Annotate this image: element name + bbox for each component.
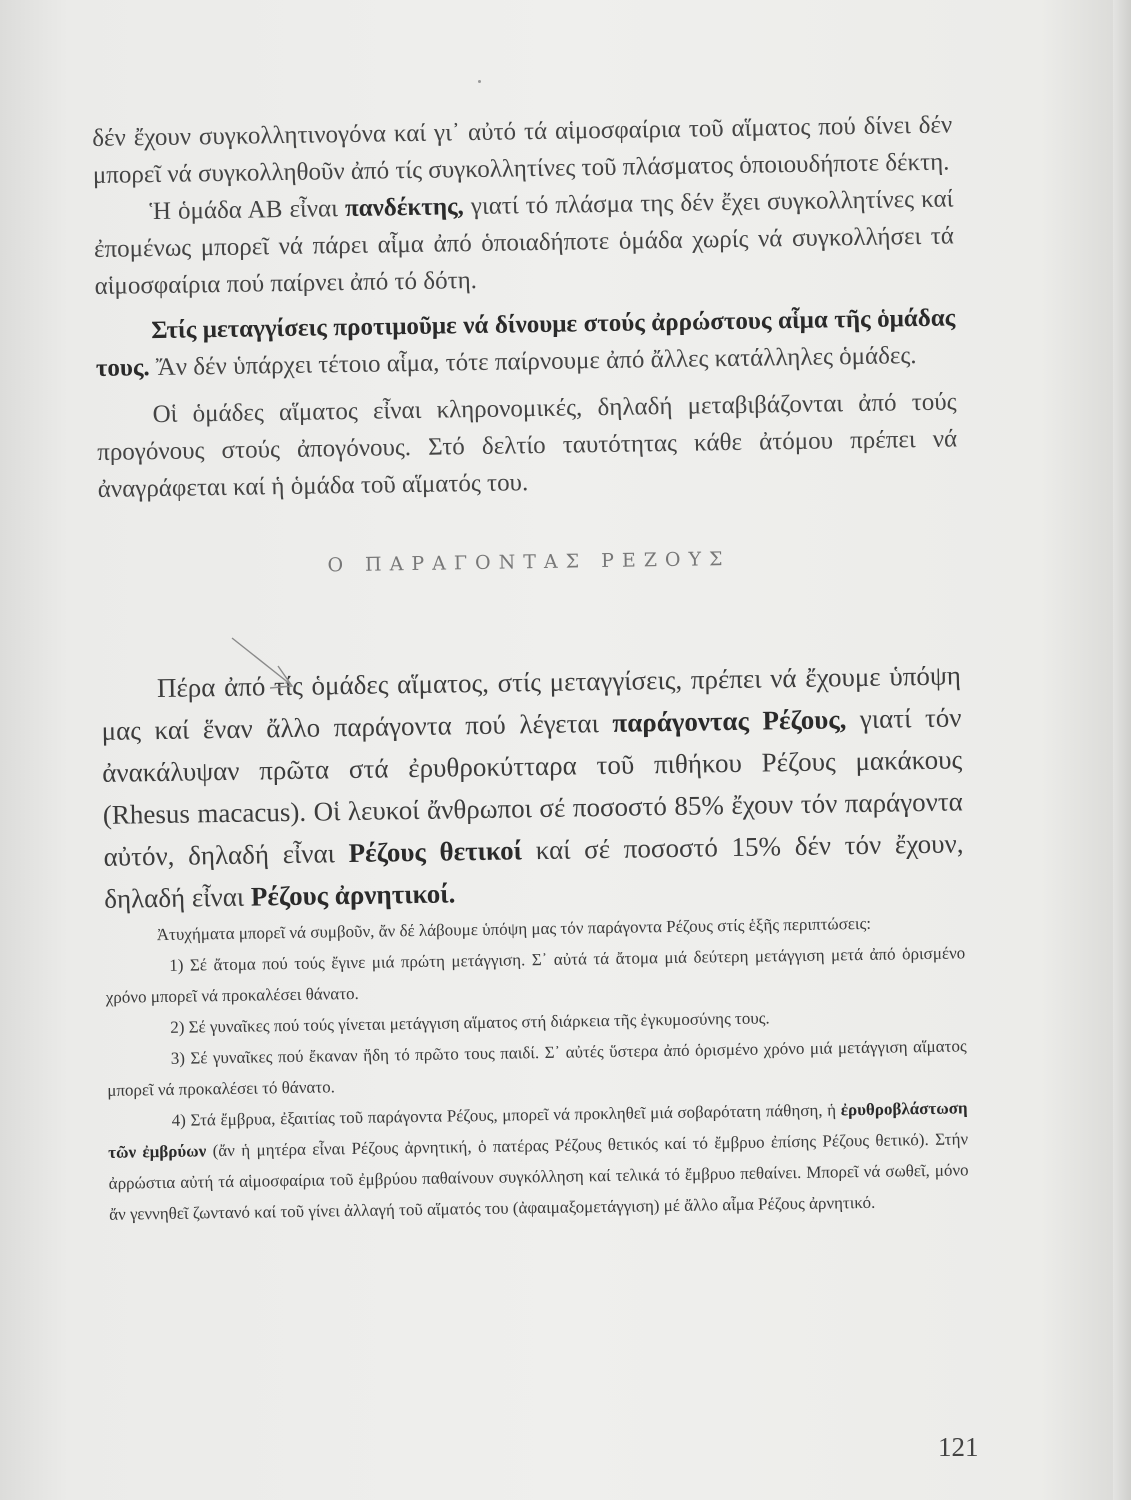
speck xyxy=(478,80,481,83)
section-heading: Ο ΠΑΡΑΓΟΝΤΑΣ ΡΕΖΟΥΣ xyxy=(327,548,731,577)
page-number: 121 xyxy=(938,1432,979,1462)
term-erythroblastosis: ἐρυθροβλάστωση τῶν ἐμβρύων xyxy=(108,1098,968,1162)
accident-item-4 xyxy=(107,1092,969,1229)
term-rhesus-positive: Ρέζους θετικοί xyxy=(348,835,523,869)
paragraph-2-start: Ἡ ὁμάδα ΑΒ εἶναι xyxy=(149,195,346,226)
rhesus-text-1: Πέρα ἀπό τίς ὁμάδες αἵματος, στίς μεταγγίσεις, πρέπει νά ἔχουμε ὑπόψη μας καί ἕναν ἄλλο παράγοντα πού λέγεται xyxy=(101,660,962,746)
accident-item-4-end: (ἄν ἡ μητέρα εἶναι Ρέζους ἀρνητική, ὁ πατέρας Ρέζους θετικός καί τό ἔμβρυο ἐπίσης Ρέζους θετικό). Στήν ἀρρώστια αὐτή τά αἱμοσφαίρια τοῦ ἐμβρύου παθαίνουν συγκόλληση καί τελικά τό ἔμβρυο πεθαίνει. Μπορεῖ νά σωθεῖ, μόνο ἄν γεννηθεῖ ζωντανό καί τοῦ γίνει ἀλλαγή τοῦ αἵματός του (ἀφαιμαξομετάγγιση) μέ ἄλλο αἷμα Ρέζους ἀρνητικό. xyxy=(108,1129,969,1224)
accidents-intro: Ἀτυχήματα μπορεῖ νά συμβοῦν, ἄν δέ λάβουμε ὑπόψη μας τόν παράγοντα Ρέζους στίς ἑξῆς περιπτώσεις: xyxy=(156,913,872,945)
pencil-arrow-mark xyxy=(230,636,320,696)
paragraph-4: Οἱ ὁμάδες αἵματος εἶναι κληρονομικές, δηλαδή μεταβιβάζονται ἀπό τούς προγόνους στούς ἀπογόνους. Στό δελτίο ταυτότητας κάθε ἀτόμου πρέπει νά ἀναγράφεται καί ἡ ὁμάδα τοῦ αἵματός του. xyxy=(97,388,958,503)
paragraph-2 xyxy=(93,180,955,304)
page-edge-shadow xyxy=(1113,0,1131,1500)
rhesus-text-3: καί σέ ποσοστό 15% δέν τόν ἔχουν, δηλαδή εἶναι xyxy=(104,828,964,914)
paragraph-2-end: γιατί τό πλάσμα της δέν ἔχει συγκολλητίνες καί ἐπομένως μπορεῖ νά πάρει αἷμα ἀπό ὁποιαδήποτε ὁμάδα χωρίς νά συγκολλήσει τά αἱμοσφαίρια πού παίρνει ἀπό τό δότη. xyxy=(93,185,955,300)
paragraph-3-emphasis: Στίς μεταγγίσεις προτιμοῦμε νά δίνουμε στούς ἀρρώστους αἷμα τῆς ὁμάδας τους. xyxy=(95,304,956,382)
accident-item-2: 2) Σέ γυναῖκες πού τούς γίνεται μετάγγιση αἵματος στή διάρκεια τῆς ἐγκυμοσύνης τους. xyxy=(170,1008,770,1037)
term-rhesus-factor: παράγοντας Ρέζους, xyxy=(612,704,847,738)
term-rhesus-negative: Ρέζους ἀρνητικοί. xyxy=(250,878,456,912)
accident-item-4-start: 4) Στά ἔμβρυα, ἐξαιτίας τοῦ παράγοντα Ρέζους, μπορεῖ νά προκληθεῖ μιά σοβαρότατη πάθηση, ἡ xyxy=(171,1100,841,1130)
rhesus-text-2: γιατί τόν ἀνακάλυψαν πρῶτα στά ἐρυθροκύτταρα τοῦ πιθήκου Ρέζους μακάκους (Rhesus macacus). Οἱ λευκοί ἄνθρωποι σέ ποσοστό 85% ἔχουν τόν παράγοντα αὐτόν, δηλαδή εἶναι xyxy=(102,702,964,872)
accident-item-3: 3) Σέ γυναῖκες πού ἔκαναν ἤδη τό πρῶτο τους παιδί. Σ᾿ αὐτές ὕστερα ἀπό ὁρισμένο χρόνο μιά μετάγγιση αἵματος μπορεῖ νά προκαλέσει τό θάνατο. xyxy=(107,1036,967,1100)
term-pandektis: πανδέκτης, xyxy=(344,193,465,223)
text-body xyxy=(92,106,969,1229)
paragraph-3-end: Ἄν δέν ὑπάρχει τέτοιο αἷμα, τότε παίρνουμε ἀπό ἄλλες κατάλληλες ὁμάδες. xyxy=(149,342,917,382)
accident-item-1: 1) Σέ ἄτομα πού τούς ἔγινε μιά πρώτη μετάγγιση. Σ᾿ αὐτά τά ἄτομα μιά δεύτερη μετάγγιση μετά ἀπό ὁρισμένο χρόνο μπορεῖ νά προκαλέσει θάνατο. xyxy=(105,943,966,1007)
paragraph-3 xyxy=(95,299,956,386)
paragraph-1: δέν ἔχουν συγκολλητινογόνα καί γι᾿ αὐτό τά αἱμοσφαίρια τοῦ αἵματος πού δίνει δέν μπορεῖ νά συγκολληθοῦν ἀπό τίς συγκολλητίνες τοῦ πλάσματος ὁποιουδήποτε δέκτη. xyxy=(92,111,953,189)
